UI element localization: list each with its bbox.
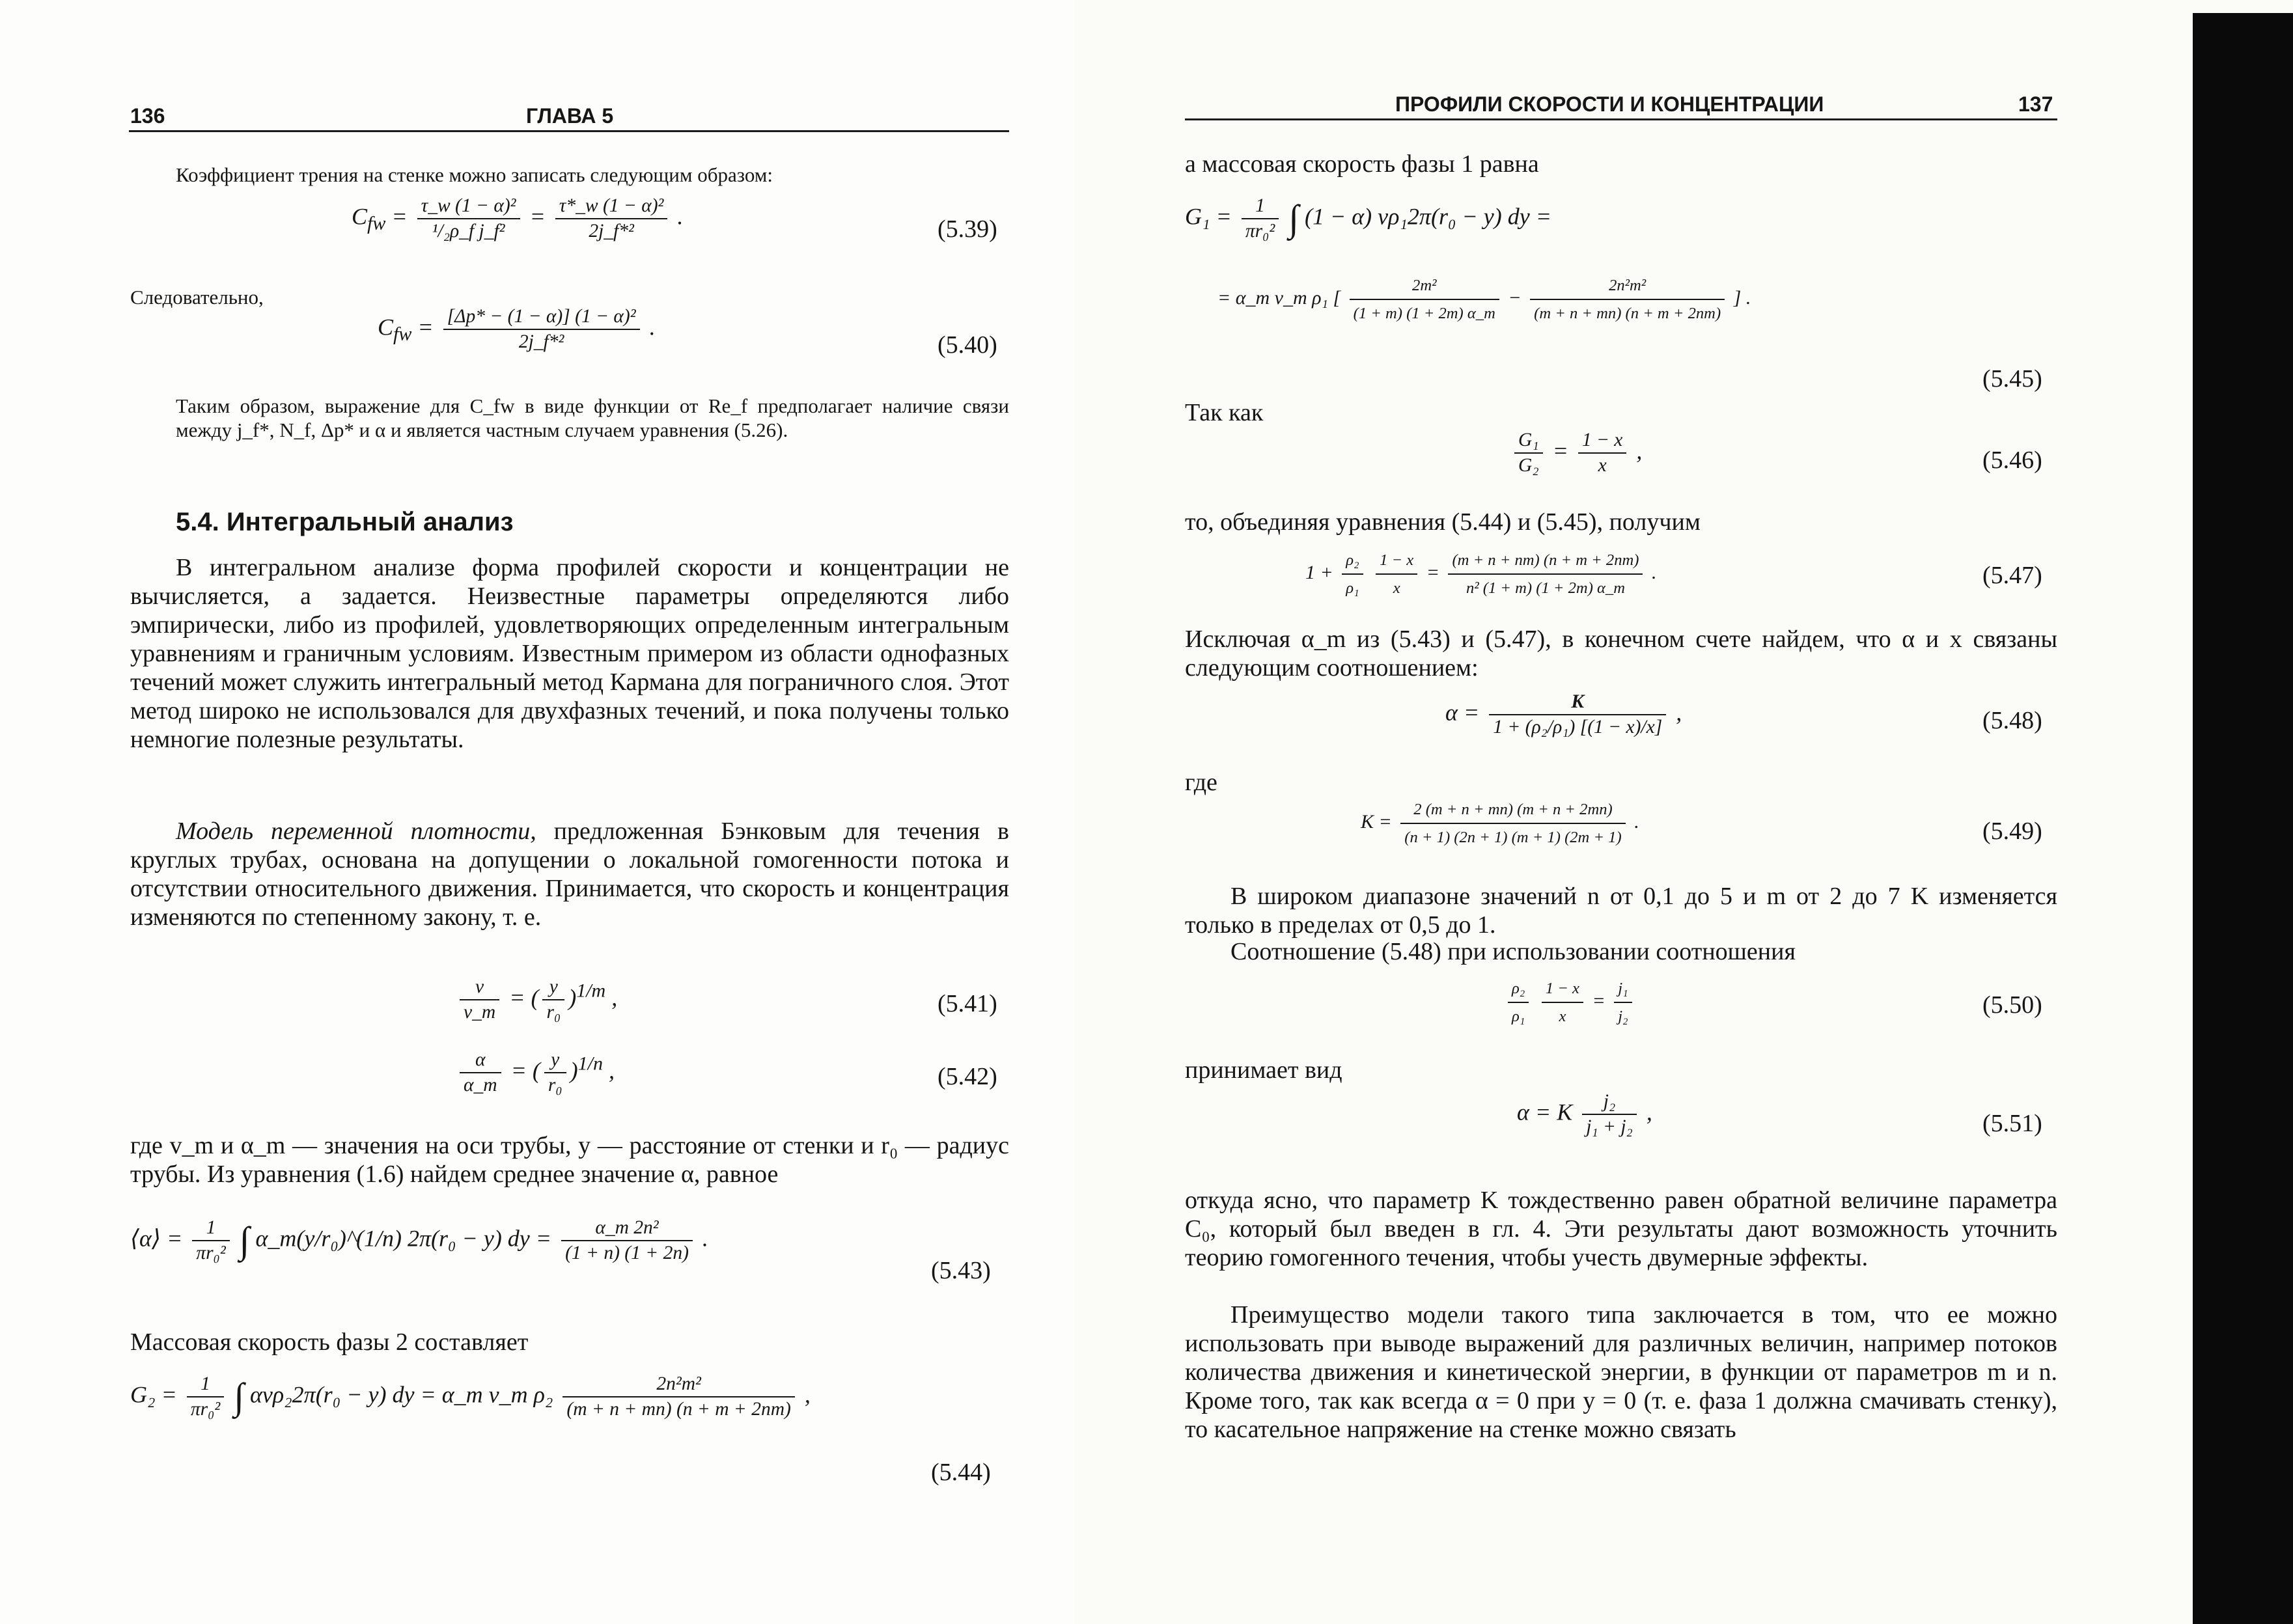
eqnum-5-39: (5.39)	[938, 215, 997, 243]
paragraph-axis-values: где v_m и α_m — значения на оси трубы, y — расстояние от стенки и r₀ — радиус трубы. Из уравнения (1.6) найдем среднее значение α, равное	[130, 1132, 1009, 1188]
cfw-note: Таким образом, выражение для C_fw в виде функции от Re_f предполагает наличие связи между j_f*, N_f, Δp* и α и является частным случаем уравнения (5.26).	[176, 394, 1009, 441]
equation-5-45-line2: = α_m v_m ρ₁ [ $\frac{\text{2m²}}{(1 + m) (1 + 2m) \alpha\_m}$ − $\frac{\text{2n²m²}}{(m + n + mn) (n + m + 2nm)}$ ] .	[1217, 273, 1751, 325]
integral-sign-icon: ∫	[239, 1220, 250, 1261]
eqnum-5-40: (5.40)	[938, 331, 997, 359]
equation-5-49: K = $\frac{2 (m + n + mn) (m + n + 2mn)}{(n + 1) (2n + 1) (m + 1) (2m + 1)}$ .	[1361, 797, 1639, 849]
eqnum-5-45: (5.45)	[1982, 365, 2042, 392]
equation-5-39: $C_{fw}$ = $\frac{\text{τ\_w (1 − α)²}}{\text{¹/₂ρ\_f j\_f²}}$ = $\frac{\text{τ*\_w (1 − α)²}}{\text{2j\_f*²}}$ .	[352, 195, 684, 241]
eqnum-5-49: (5.49)	[1982, 818, 2042, 845]
eqnum-5-47: (5.47)	[1982, 562, 2042, 589]
section-title: 5.4. Интегральный анализ	[176, 508, 514, 536]
range-paragraph: В широком диапазоне значений n от 0,1 до 5 и m от 2 до 7 K изменяется только в пределах от 0,5 до 1.	[1185, 883, 2057, 939]
advantage-paragraph: Преимущество модели такого типа заключается в том, что ее можно использовать при выводе выражений для различных величин, например потоков количества движения и кинетической энергии, в функции от параметров m и n. Кроме того, так как всегда α = 0 при y = 0 (т. е. фаза 1 должна смачивать стенку), то касательное напряжение на стенке можно связать	[1185, 1301, 2057, 1443]
left-page-number: 136	[130, 104, 165, 128]
since-text: Так как	[1185, 399, 1264, 426]
left-page	[0, 0, 1074, 1624]
ratio-text: Соотношение (5.48) при использовании соотношения	[1230, 938, 1796, 965]
paragraph-integral-analysis: В интегральном анализе форма профилей скорости и концентрации не вычисляется, а задается. Неизвестные параметры определяются либо эмпирически, либо из профилей, удовлетворяющих определенным интегральным уравнениям и граничным условиям. Известным примером из области однофазных течений может служить интегральный метод Кармана для пограничного слоя. Этот метод широко не использовался для двухфазных течений, и пока получены только немногие полезные результаты.	[130, 554, 1009, 753]
eqnum-5-48: (5.48)	[1982, 707, 2042, 734]
friction-intro: Коэффициент трения на стенке можно записать следующим образом:	[176, 163, 773, 186]
combine-text: то, объединяя уравнения (5.44) и (5.45), получим	[1185, 508, 1701, 536]
equation-5-47: 1 + $\frac{\text{ρ₂}}{\text{ρ₁}}$ $\frac{1 - x}{x}$ = $\frac{(m + n + nm) (n + m + 2nm)}{\text{n² (1 + m) (1 + 2m) α\_m}}$ .	[1305, 548, 1656, 600]
equation-5-44: G₂ = $\frac{1}{\text{πr₀²}}$ ∫ αvρ₂2π(r₀ − y) dy = α_m v_m ρ₂ $\frac{\text{2n²m²}}{(m + n + mn) (n + m + 2nm)}$ ,	[130, 1373, 811, 1420]
where-text: где	[1185, 769, 1217, 796]
equation-5-41: $\frac{v}{v\_m}$ = ( $\frac{y}{\text{r₀}}$ )$^{1/m}$ ,	[456, 976, 617, 1023]
consequently-text: Следовательно,	[130, 286, 264, 309]
left-running-head: ГЛАВА 5	[526, 104, 614, 128]
takes-form-text: принимает вид	[1185, 1056, 1342, 1084]
eqnum-5-50: (5.50)	[1982, 991, 2042, 1019]
eqnum-5-42: (5.42)	[938, 1063, 997, 1090]
equation-5-42: $\frac{\alpha}{\alpha\_m}$ = ( $\frac{y}{\text{r₀}}$ )$^{1/n}$ ,	[456, 1049, 615, 1096]
mass-velocity-phase2-text: Массовая скорость фазы 2 составляет	[130, 1328, 529, 1356]
right-page-number: 137	[2018, 92, 2053, 116]
equation-5-46: $\frac{\text{G₁}}{\text{G₂}}$ = $\frac{1 - x}{x}$ ,	[1510, 430, 1642, 476]
eqnum-5-41: (5.41)	[938, 990, 997, 1017]
equation-5-50: $\frac{\text{ρ₂}}{\text{ρ₁}}$ $\frac{1 - x}{x}$ = $\frac{\text{j₁}}{\text{j₂}}$	[1504, 976, 1636, 1028]
paragraph-variable-density: Модель переменной плотности, предложенная Бэнковым для течения в круглых трубах, основана на допущении о локальной гомогенности потока и отсутствии относительного движения. Принимается, что скорость и концентрация изменяются по степенному закону, т. е.	[130, 818, 1009, 931]
right-running-head: ПРОФИЛИ СКОРОСТИ И КОНЦЕНТРАЦИИ	[1395, 92, 1824, 116]
equation-5-45-line1: G₁ = $\frac{1}{\text{πr₀²}}$ ∫ (1 − α) vρ₁2π(r₀ − y) dy =	[1185, 195, 1552, 241]
integral-sign-icon: ∫	[1288, 198, 1299, 240]
equation-5-51: α = K $\frac{\text{j₂}}{\text{j₁ + j₂}}$ ,	[1517, 1091, 1652, 1137]
scan-black-edge	[2193, 13, 2293, 1624]
equation-5-40: $C_{fw}$ = $\frac{\text{[Δp* − (1 − α)] (1 − α)²}}{\text{2j\_f*²}}$ .	[378, 306, 656, 352]
eqnum-5-51: (5.51)	[1982, 1110, 2042, 1137]
eqnum-5-46: (5.46)	[1982, 447, 2042, 474]
equation-5-48: α = $\frac{K}{\text{1 + (ρ₂/ρ₁) [(1 − x)/x]}}$ ,	[1445, 691, 1682, 737]
k-parameter-paragraph: откуда ясно, что параметр K тождественно равен обратной величине параметра C₀, который был введен в гл. 4. Эти результаты дают возможность уточнить теорию гомогенного течения, чтобы учесть двумерные эффекты.	[1185, 1187, 2057, 1271]
left-header-rule	[129, 130, 1009, 132]
mass-velocity-phase1-text: а массовая скорость фазы 1 равна	[1185, 150, 1539, 178]
right-header-rule	[1185, 118, 2057, 120]
exclude-paragraph: Исключая α_m из (5.43) и (5.47), в конечном счете найдем, что α и x связаны следующим соотношением:	[1185, 626, 2057, 681]
eqnum-5-44: (5.44)	[931, 1459, 991, 1486]
eqnum-5-43: (5.43)	[931, 1257, 991, 1284]
equation-5-43: ⟨α⟩ = $\frac{1}{\text{πr₀²}}$ ∫ α_m(y/r₀)^(1/n) 2π(r₀ − y) dy = $\frac{\text{α\_m 2n²}}{(1 + n) (1 + 2n)}$ .	[130, 1217, 708, 1263]
right-page	[1074, 0, 2293, 1624]
integral-sign-icon: ∫	[234, 1376, 244, 1418]
